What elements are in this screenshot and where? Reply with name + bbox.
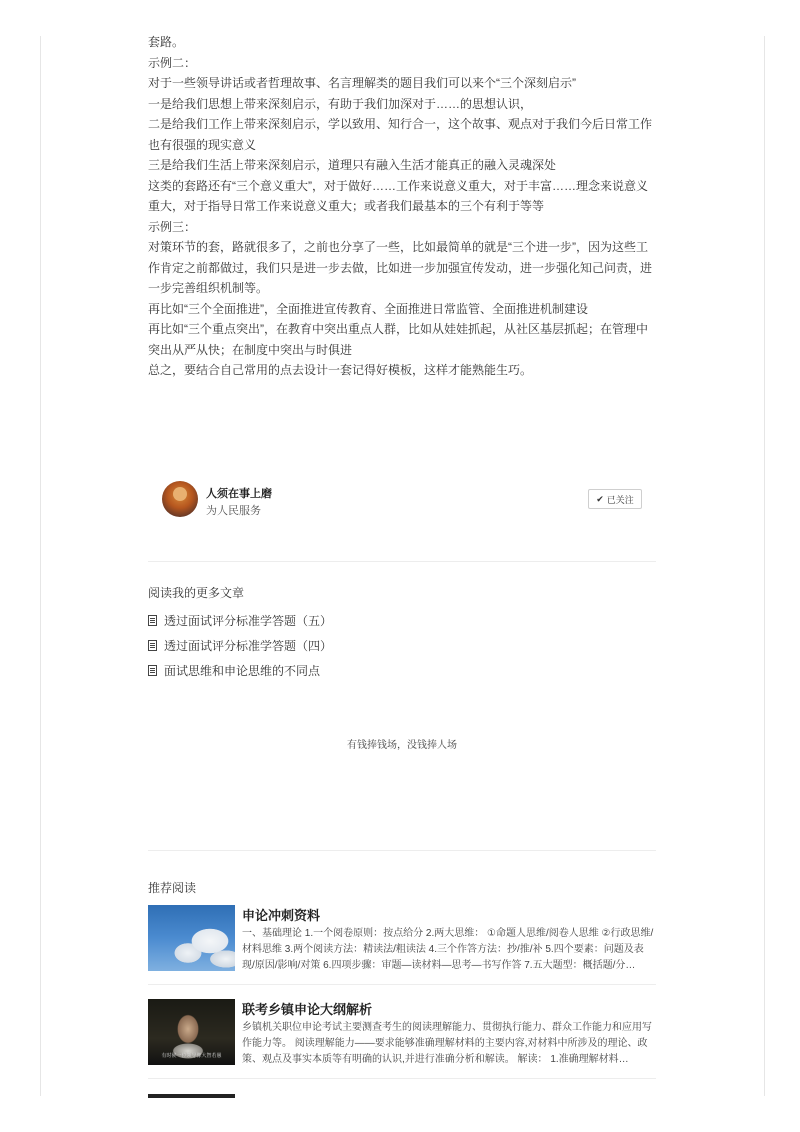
recommended-item-summary: 乡镇机关职位申论考试主要测查考生的阅读理解能力、贯彻执行能力、群众工作能力和应用写作能力等。 阅读理解能力——要求能够准确理解材料的主要内容,对材料中所涉及的理论、政策、观点及事实本质等有明确的认识,并进行准确分析和解读。 解读： 1.准确理解材料… — [242, 1022, 652, 1065]
more-article-link[interactable] — [148, 608, 656, 633]
more-articles-title: 阅读我的更多文章 — [148, 586, 245, 600]
article-paragraph: 对策环节的套，路就很多了，之前也分享了一些，比如最简单的就是“三个进一步”，因为这些工作肯定之前都做过，我们只是进一步去做，比如进一步加强宣传发动，进一步强化知己问责，进一步完善组织机制等。 — [148, 240, 653, 295]
document-icon — [148, 615, 157, 626]
section-divider — [148, 850, 656, 851]
recommended-item[interactable] — [148, 905, 656, 975]
more-article-link[interactable] — [148, 633, 656, 658]
more-article-title: 透过面试评分标准学答题（五） — [164, 614, 333, 628]
recommended-item[interactable] — [148, 999, 656, 1069]
follow-button-label: 已关注 — [606, 494, 634, 505]
section-divider — [148, 561, 656, 562]
next-item-thumbnail-edge — [148, 1094, 235, 1098]
recommended-item-summary: 一、基础理论 1.一个阅卷原则：按点给分 2.两大思维： ①命题人思维/阅卷人思维 ②行政思维/材料思维 3.两个阅读方法：精读法/粗读法 4.三个作答方法：抄/推/补 5.四个要素：问题及表现/原因/影响/对策 6.四项步骤：审题—读材料—思考—书写作答 7.五大题型：概括题/分… — [242, 928, 654, 971]
recommended-item-title[interactable]: 申论冲刺资料 — [242, 908, 321, 923]
article-paragraph: 一是给我们思想上带来深刻启示，有助于我们加深对于……的思想认识， — [148, 96, 533, 111]
checkmark-icon: ✔ — [596, 493, 604, 504]
article-paragraph: 套路。 — [148, 35, 185, 49]
article-paragraph: 再比如“三个重点突出”，在教育中突出重点人群，比如从娃娃抓起，从社区基层抓起；在管理中突出从严从快；在制度中突出与时俱进 — [148, 322, 648, 357]
page-frame-left-border — [40, 36, 41, 1096]
article-paragraph: 再比如“三个全面推进”，全面推进宣传教育、全面推进日常监管、全面推进机制建设 — [148, 301, 588, 316]
article-paragraph: 对于一些领导讲话或者哲理故事、名言理解类的题目我们可以来个“三个深刻启示” — [148, 76, 576, 90]
author-card — [148, 478, 658, 522]
recommended-thumbnail[interactable] — [148, 999, 235, 1065]
more-article-title: 透过面试评分标准学答题（四） — [164, 639, 333, 653]
more-article-link[interactable] — [148, 658, 656, 683]
more-articles-list — [148, 608, 656, 683]
section-divider — [148, 984, 656, 985]
article-body — [148, 32, 658, 381]
article-paragraph: 二是给我们工作上带来深刻启示，学以致用、知行合一，这个故事、观点对于我们今后日常工作也有很强的现实意义 — [148, 117, 653, 152]
document-icon — [148, 640, 157, 651]
recommended-thumbnail[interactable] — [148, 905, 235, 971]
reward-motto: 有钱捧钱场，没钱捧人场 — [347, 740, 457, 751]
article-paragraph: 三是给我们生活上带来深刻启示，道理只有融入生活才能真正的融入灵魂深处 — [148, 158, 557, 172]
follow-button[interactable] — [588, 489, 642, 509]
recommended-item-title[interactable]: 联考乡镇申论大纲解析 — [242, 1002, 373, 1017]
section-divider — [148, 1078, 656, 1079]
thumbnail-caption: 有时候一位领导像大智若愚 — [161, 1053, 222, 1059]
article-paragraph: 总之，要结合自己常用的点去设计一套记得好模板，这样才能熟能生巧。 — [148, 363, 533, 377]
article-paragraph: 示例三： — [148, 219, 197, 234]
more-article-title: 面试思维和申论思维的不同点 — [164, 664, 321, 678]
avatar[interactable] — [162, 481, 198, 517]
article-paragraph: 这类的套路还有“三个意义重大”，对于做好……工作来说意义重大，对于丰富……理念来说意义重大，对于指导日常工作来说意义重大；或者我们最基本的三个有利于等等 — [148, 178, 648, 213]
article-paragraph: 示例二： — [148, 55, 197, 70]
author-name[interactable]: 人须在事上磨 — [206, 488, 272, 500]
author-signature: 为人民服务 — [206, 505, 261, 517]
recommended-title: 推荐阅读 — [148, 881, 197, 895]
page-frame-right-border — [764, 36, 765, 1096]
document-icon — [148, 665, 157, 676]
